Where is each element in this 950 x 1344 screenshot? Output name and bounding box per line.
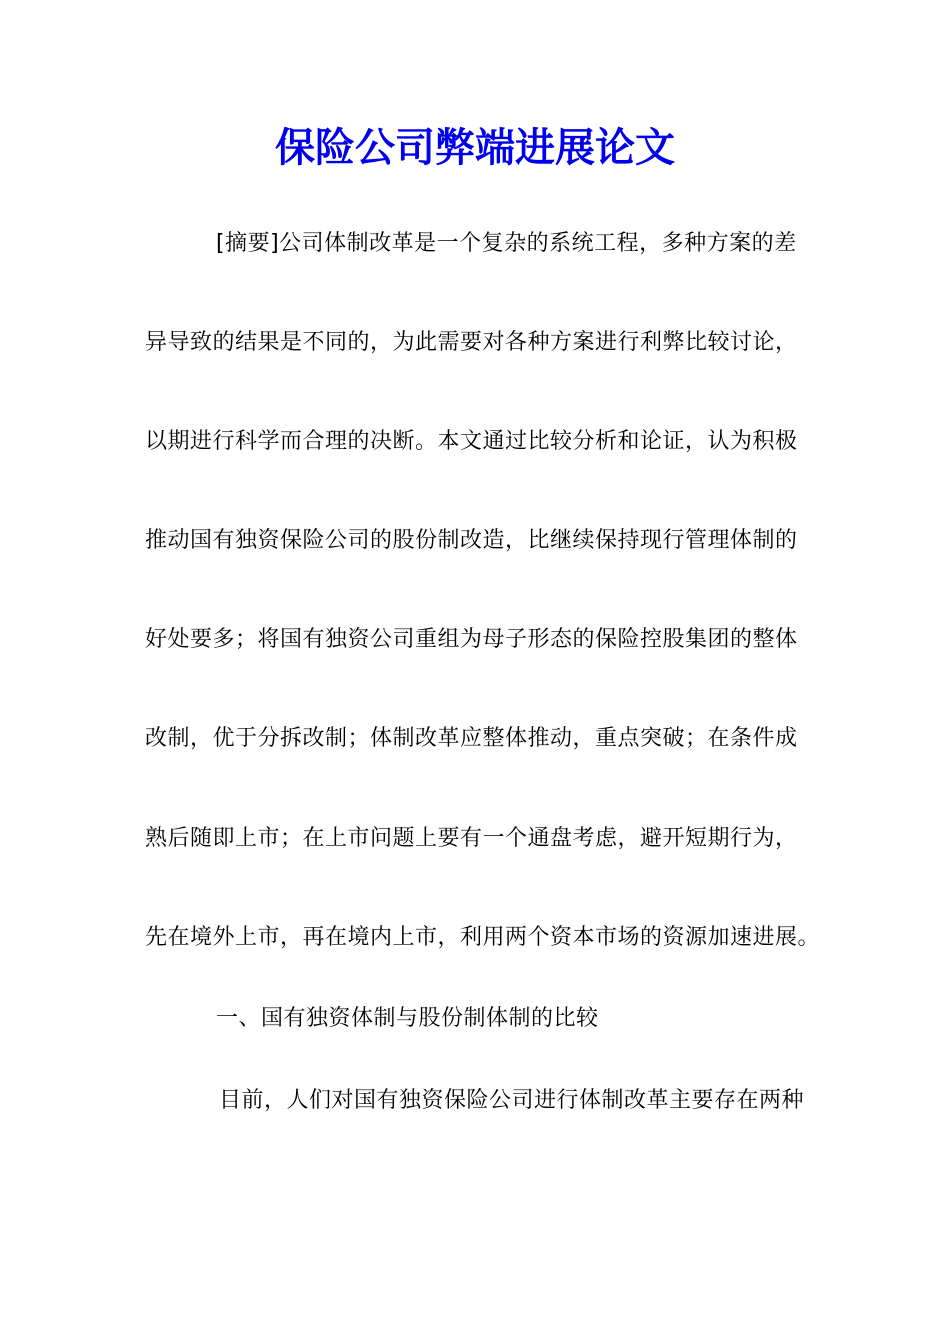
document-title: 保险公司弊端进展论文 <box>275 124 675 171</box>
paragraph-line: 目前，人们对国有独资保险公司进行体制改革主要存在两种 <box>219 1088 805 1113</box>
abstract-line: [摘要]公司体制改革是一个复杂的系统工程，多种方案的差 <box>216 231 797 256</box>
abstract-line: 推动国有独资保险公司的股份制改造，比继续保持现行管理体制的 <box>145 528 798 553</box>
abstract-line: 熟后随即上市；在上市问题上要有一个通盘考虑，避开短期行为， <box>145 826 798 851</box>
abstract-line: 异导致的结果是不同的，为此需要对各种方案进行利弊比较讨论， <box>145 330 798 355</box>
abstract-line: 以期进行科学而合理的决断。本文通过比较分析和论证，认为积极 <box>145 429 798 454</box>
section-heading: 一、国有独资体制与股份制体制的比较 <box>216 1006 599 1031</box>
abstract-line: 先在境外上市，再在境内上市，利用两个资本市场的资源加速进展。 <box>145 925 821 950</box>
abstract-line: 好处要多；将国有独资公司重组为母子形态的保险控股集团的整体 <box>145 627 798 652</box>
abstract-line: 改制，优于分拆改制；体制改革应整体推动，重点突破；在条件成 <box>145 726 798 751</box>
